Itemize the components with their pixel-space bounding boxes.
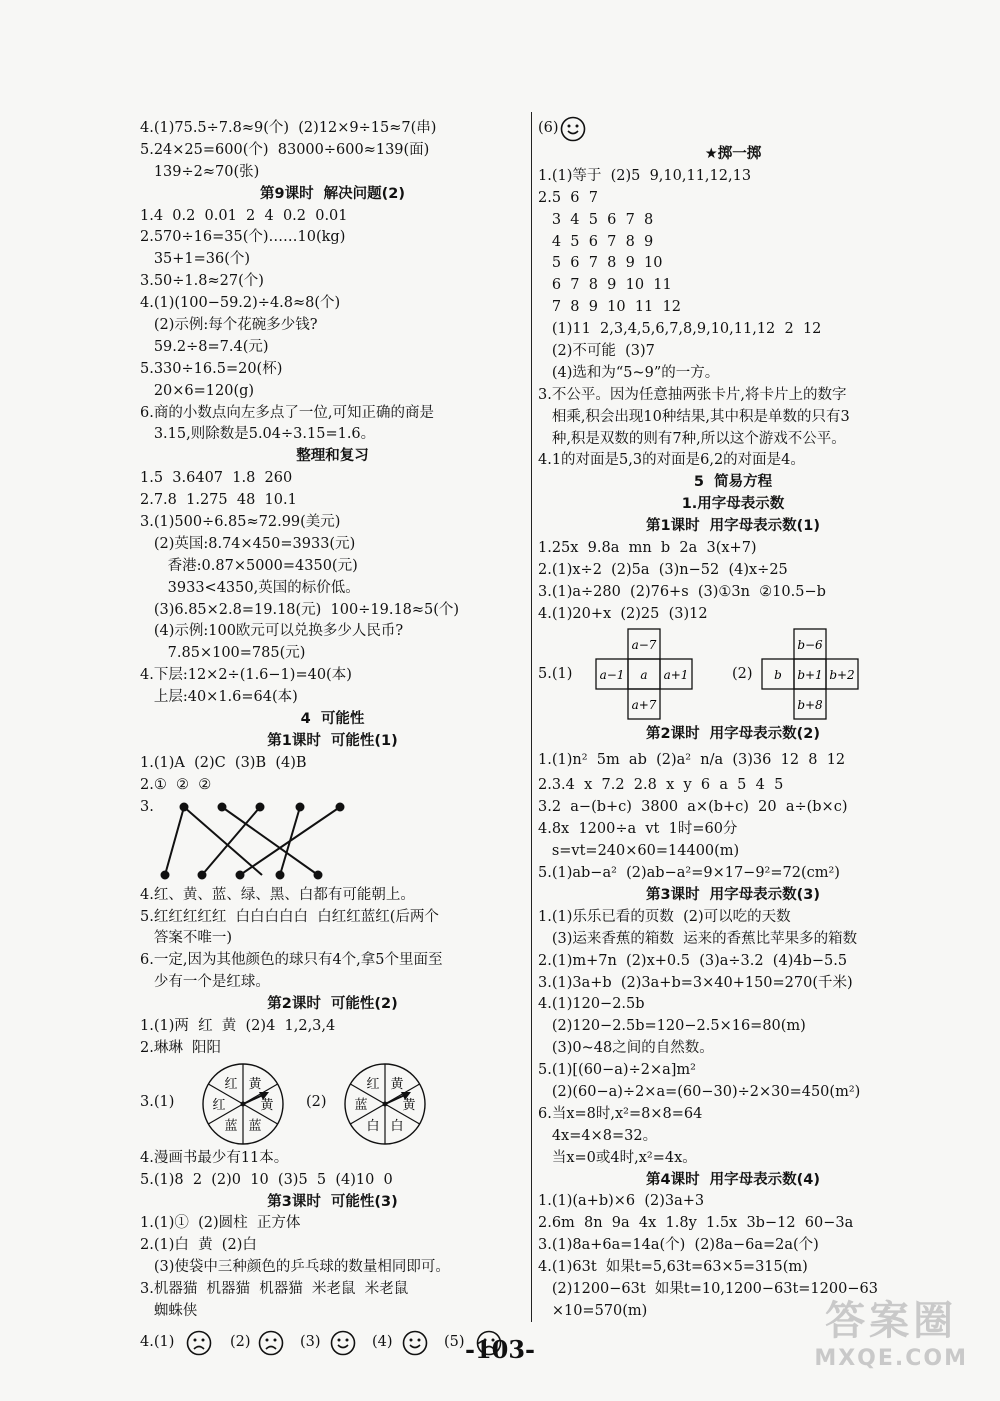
answer-line: (4) <box>372 1333 393 1350</box>
answer-line: 2.5 6 7 <box>538 189 598 206</box>
column-divider <box>531 112 532 1322</box>
answer-line: 1.(1)(a+b)×6 (2)3a+3 <box>538 1193 705 1210</box>
answer-line: (4)选和为“5~9”的一方。 <box>538 364 720 381</box>
unit-heading: 4 可能性 <box>300 711 365 728</box>
left-column <box>140 118 525 1361</box>
answer-line: (2)英国:8.74×450=3933(元) <box>140 535 356 552</box>
answer-line: 1.(1)① (2)圆柱 正方体 <box>140 1215 301 1232</box>
spinner-sector-label: 白 <box>366 1118 380 1134</box>
spinner-sector-label: 红 <box>212 1097 226 1113</box>
spinner-sector-label: 黄 <box>248 1076 262 1092</box>
answer-line: 35+1=36(个) <box>140 251 251 268</box>
spinner-center <box>383 1101 388 1106</box>
cross-cell-top: b−6 <box>797 637 823 652</box>
answer-line: (3) <box>300 1333 321 1350</box>
spinner-sector-label: 红 <box>224 1076 238 1092</box>
answer-line: 3.(1) <box>140 1093 175 1110</box>
answer-line: 香港:0.87×5000=4350(元) <box>140 557 358 574</box>
answer-line: ×10=570(m) <box>538 1302 648 1319</box>
answer-line: (2) <box>306 1093 327 1110</box>
answer-line: 4.1的对面是5,3的对面是6,2的对面是4。 <box>538 452 805 469</box>
section-heading: 1.用字母表示数 <box>681 496 785 513</box>
spinner-sector-label: 红 <box>366 1076 380 1092</box>
answer-line: (3)0~48之间的自然数。 <box>538 1040 714 1057</box>
answer-line: 1.(1)两 红 黄 (2)4 1,2,3,4 <box>140 1017 336 1034</box>
answer-line: 种,积是双数的则有7种,所以这个游戏不公平。 <box>538 430 846 447</box>
answer-line: 3. <box>140 798 154 815</box>
spinner-sector-label: 黄 <box>260 1097 274 1113</box>
answer-line: 相乘,积会出现10种结果,其中积是单数的只有3 <box>538 408 850 425</box>
spinner-center <box>241 1101 246 1106</box>
section-heading: ★掷一掷 <box>704 146 762 162</box>
cross-cell-left: a−1 <box>599 667 625 682</box>
answer-line: (2)1200−63t 如果t=10,1200−63t=1200−63 <box>538 1280 878 1297</box>
answer-line: 3.(1)8a+6a=14a(个) (2)8a−6a=2a(个) <box>538 1237 819 1254</box>
answer-line: (2) <box>732 665 753 682</box>
answer-line: (6) <box>538 120 559 136</box>
answer-line: 蜘蛛侠 <box>140 1302 198 1319</box>
answer-line: 4x=4×8=32。 <box>538 1127 658 1144</box>
answer-line: 1.(1)n² 5m ab (2)a² n/a (3)36 12 8 12 <box>538 752 846 769</box>
answer-line: 6.当x=8时,x²=8×8=64 <box>538 1105 703 1122</box>
answer-line: 7.85×100=785(元) <box>140 645 306 662</box>
cross-grid-2 <box>756 628 866 724</box>
smiley-face-icon <box>560 116 586 142</box>
spinner-2 <box>340 1060 430 1148</box>
answer-line: (3)使袋中三种颜色的乒乓球的数量相同即可。 <box>140 1259 450 1276</box>
answer-line: 4.红、黄、蓝、绿、黑、白都有可能朝上。 <box>140 886 415 903</box>
answer-line: 6.商的小数点向左多点了一位,可知正确的商是 <box>140 404 434 421</box>
cross-cell-mid: b+1 <box>797 667 823 682</box>
answer-line: 4 5 6 7 8 9 <box>538 233 654 250</box>
cross-cell-right: b+2 <box>829 667 855 682</box>
section-heading: 第3课时 可能性(3) <box>267 1193 398 1210</box>
matching-lines <box>160 797 360 885</box>
answer-line: 59.2÷8=7.4(元) <box>140 338 269 355</box>
answer-line: 少有一个是红球。 <box>140 974 270 991</box>
answer-line: (2)(60−a)÷2×a=(60−30)÷2×30=450(m²) <box>538 1083 861 1100</box>
answer-line: 3.机器猫 机器猫 机器猫 米老鼠 米老鼠 <box>140 1281 409 1298</box>
answer-line: 3.2 a−(b+c) 3800 a×(b+c) 20 a÷(b×c) <box>538 799 848 816</box>
answer-line: 4.(1)20+x (2)25 (3)12 <box>538 605 708 622</box>
answer-line: 3.50÷1.8≈27(个) <box>140 273 264 290</box>
answer-line: 5.(1) <box>538 665 573 682</box>
cross-cell-bottom: a+7 <box>631 697 657 712</box>
section-heading: 第1课时 用字母表示数(1) <box>645 518 821 535</box>
spinner-sector-label: 黄 <box>402 1097 416 1113</box>
answer-line: 5.(1)8 2 (2)0 10 (3)5 5 (4)10 0 <box>140 1171 393 1188</box>
answer-line: 2.3.4 x 7.2 2.8 x y 6 a 5 4 5 <box>538 777 784 794</box>
section-heading: 第4课时 用字母表示数(4) <box>645 1171 821 1188</box>
answer-line: (1)11 2,3,4,5,6,7,8,9,10,11,12 2 12 <box>538 321 822 338</box>
answer-line: 4.下层:12×2÷(1.6−1)=40(本) <box>140 667 352 684</box>
spinner-sector-label: 蓝 <box>354 1097 368 1113</box>
answer-line: 2.① ② ② <box>140 776 212 793</box>
answer-line: 6.一定,因为其他颜色的球只有4个,拿5个里面至 <box>140 952 443 969</box>
section-heading: 第2课时 用字母表示数(2) <box>645 725 821 742</box>
answer-line: s=vt=240×60=14400(m) <box>538 843 740 860</box>
answer-line: 2.6m 8n 9a 4x 1.8y 1.5x 3b−12 60−3a <box>538 1215 854 1232</box>
answer-line: 1.(1)A (2)C (3)B (4)B <box>140 754 307 771</box>
answer-line: 3.不公平。因为任意抽两张卡片,将卡片上的数字 <box>538 386 847 403</box>
answer-line: (2)120−2.5b=120−2.5×16=80(m) <box>538 1018 806 1035</box>
answer-line: 6 7 8 9 10 11 <box>538 277 672 294</box>
answer-line: 3.(1)3a+b (2)3a+b=3×40+150=270(千米) <box>538 974 853 991</box>
answer-line: 3.15,则除数是5.04÷3.15=1.6。 <box>140 426 376 443</box>
answer-line: 2.570÷16=35(个)……10(kg) <box>140 229 346 246</box>
section-heading: 第9课时 解决问题(2) <box>259 185 406 202</box>
answer-line: 4.(1)75.5÷7.8≈9(个) (2)12×9÷15≈7(串) <box>140 120 437 136</box>
answer-line: 4.8x 1200÷a vt 1时=60分 <box>538 821 738 838</box>
unit-heading: 5 简易方程 <box>693 474 773 491</box>
spinner-sector-label: 蓝 <box>248 1118 262 1134</box>
cross-grid-1 <box>590 628 700 724</box>
answer-line: 2.(1)x÷2 (2)5a (3)n−52 (4)x÷25 <box>538 561 788 578</box>
right-column <box>538 116 928 1323</box>
answer-line: 5 6 7 8 9 10 <box>538 255 663 272</box>
watermark-main: 答案圈 <box>825 1298 958 1344</box>
cross-grid-figure <box>538 626 928 724</box>
answer-line: 4.(1)120−2.5b <box>538 996 645 1013</box>
cross-cell-right: a+1 <box>663 667 689 682</box>
answer-line: 5.24×25=600(个) 83000÷600≈139(面) <box>140 141 430 158</box>
answer-line: (2)示例:每个花碗多少钱? <box>140 317 318 334</box>
answer-line: 5.(1)ab−a² (2)ab−a²=9×17−9²=72(cm²) <box>538 865 840 882</box>
spinner-1 <box>198 1060 288 1148</box>
answer-line: 2.琳琳 阳阳 <box>140 1039 222 1056</box>
spinner-sector-label: 白 <box>390 1118 404 1134</box>
answer-line: 5.330÷16.5=20(杯) <box>140 360 283 377</box>
answer-line: (4)示例:100欧元可以兑换多少人民币? <box>140 623 404 640</box>
answer-line: 上层:40×1.6=64(本) <box>140 689 298 706</box>
section-heading: 第1课时 可能性(1) <box>267 732 398 749</box>
answer-line: 2.(1)m+7n (2)x+0.5 (3)a÷3.2 (4)4b−5.5 <box>538 952 848 969</box>
answer-line: 2.(1)白 黄 (2)白 <box>140 1237 257 1254</box>
answer-line: 4.(1)(100−59.2)÷4.8≈8(个) <box>140 295 341 312</box>
section-heading: 整理和复习 <box>296 448 369 465</box>
matching-figure <box>140 797 525 885</box>
answer-line: 3.(1)a÷280 (2)76+s (3)①3n ②10.5−b <box>538 583 826 600</box>
watermark-sub: MXQE.COM <box>814 1346 968 1371</box>
answer-line: (3)6.85×2.8=19.18(元) 100÷19.18≈5(个) <box>140 601 460 618</box>
answer-line: 4.(1) <box>140 1333 175 1350</box>
spinner-sector-label: 蓝 <box>224 1118 238 1134</box>
answer-line: 20×6=120(g) <box>140 382 255 399</box>
answer-line: 5.(1)[(60−a)÷2×a]m² <box>538 1062 696 1079</box>
answer-line: (3)运来香蕉的箱数 运来的香蕉比苹果多的箱数 <box>538 930 858 947</box>
answer-line: (2)不可能 (3)7 <box>538 343 655 360</box>
answer-line: 1.4 0.2 0.01 2 4 0.2 0.01 <box>140 207 348 224</box>
answer-line: 3 4 5 6 7 8 <box>538 211 654 228</box>
answer-line: 4.(1)63t 如果t=5,63t=63×5=315(m) <box>538 1259 808 1276</box>
answer-line: 3933<4350,英国的标价低。 <box>140 579 360 596</box>
answer-line: 答案不唯一) <box>140 930 232 947</box>
cross-cell-bottom: b+8 <box>797 697 823 712</box>
cross-cell-mid: a <box>640 667 648 682</box>
section-heading: 第2课时 可能性(2) <box>267 996 398 1013</box>
answer-line: 139÷2≈70(张) <box>140 163 260 180</box>
spinner-figure <box>140 1060 525 1148</box>
spinner-sector-label: 黄 <box>390 1076 404 1092</box>
page-number: -103- <box>464 1335 536 1364</box>
answer-line <box>538 116 928 144</box>
answer-line: 1.5 3.6407 1.8 260 <box>140 470 293 487</box>
answer-line: (5) <box>444 1333 465 1350</box>
answer-line: 4.漫画书最少有11本。 <box>140 1149 289 1166</box>
watermark-logo <box>814 1289 968 1371</box>
answer-line: 当x=0或4时,x²=4x。 <box>538 1149 697 1166</box>
answer-line: (2) <box>230 1333 251 1350</box>
answer-line: 1.25x 9.8a mn b 2a 3(x+7) <box>538 540 757 557</box>
cross-cell-left: b <box>774 667 782 682</box>
cross-cell-top: a−7 <box>631 637 657 652</box>
answer-line: 3.(1)500÷6.85≈72.99(美元) <box>140 514 341 531</box>
answer-line: 7 8 9 10 11 12 <box>538 299 681 316</box>
answer-line: 1.(1)乐乐已看的页数 (2)可以吃的天数 <box>538 908 791 925</box>
answer-line: 5.红红红红红 白白白白白 白红红蓝红(后两个 <box>140 908 439 925</box>
section-heading: 第3课时 用字母表示数(3) <box>645 886 821 903</box>
answer-line: 1.(1)等于 (2)5 9,10,11,12,13 <box>538 167 752 184</box>
answer-line: 2.7.8 1.275 48 10.1 <box>140 492 297 509</box>
